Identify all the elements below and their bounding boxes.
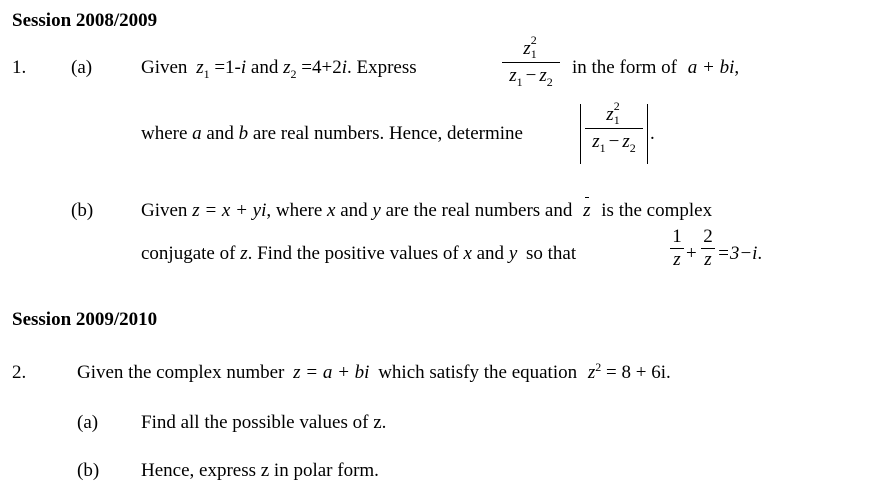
q1a-form: in the form of a + bi,	[572, 57, 740, 78]
q2-stem: Given the complex number z = a + bi which satisfy the equation $z^2 = 8 + 6i$.	[77, 360, 671, 383]
q1b-rhs: =3−i.	[717, 243, 763, 264]
q1a-eq1: =1-	[214, 57, 241, 78]
q1a-and: and	[250, 57, 279, 78]
part-label-1a: (a)	[71, 57, 93, 78]
q1b-zbar: z	[583, 200, 590, 222]
q1a-period: .	[650, 123, 655, 144]
part-label-2a: (a)	[77, 412, 99, 433]
q1b-frac2: 2 z	[701, 226, 715, 271]
q1a-eq2: =4+2	[301, 57, 342, 78]
q1b-line1: Given z = x + yi, where x and y are the real numbers and z is the complex	[141, 200, 712, 222]
part-label-2b: (b)	[77, 460, 100, 481]
q2b-text: Hence, express z in polar form.	[141, 460, 379, 481]
question-number-2: 2.	[12, 362, 27, 383]
session-heading-2008: Session 2008/2009	[12, 10, 158, 31]
q1a-line1: Given $z_1 =1-i$ and $z_2 =4+2i$. Express	[141, 57, 417, 81]
q1b-plus: +	[686, 243, 697, 264]
q1a-z1: z	[196, 57, 204, 78]
q1a-modulus: z 2 1 $z_1 - z_2$	[580, 104, 648, 164]
q1b-frac1: 1 z	[670, 226, 684, 271]
q1a-fraction: z 2 1 $z_1 - z_2$	[502, 38, 560, 87]
session-heading-2009: Session 2009/2010	[12, 309, 158, 330]
q1b-line2: conjugate of z. Find the positive values of x and y so that	[141, 243, 577, 264]
question-number-1: 1.	[12, 57, 27, 78]
q1a-given: Given	[141, 57, 188, 78]
part-label-1b: (b)	[71, 200, 94, 221]
q2a-text: Find all the possible values of z.	[141, 412, 387, 433]
q1a-z2: z	[283, 57, 291, 78]
q1a-line2: where a and b are real numbers. Hence, determine	[141, 123, 523, 144]
